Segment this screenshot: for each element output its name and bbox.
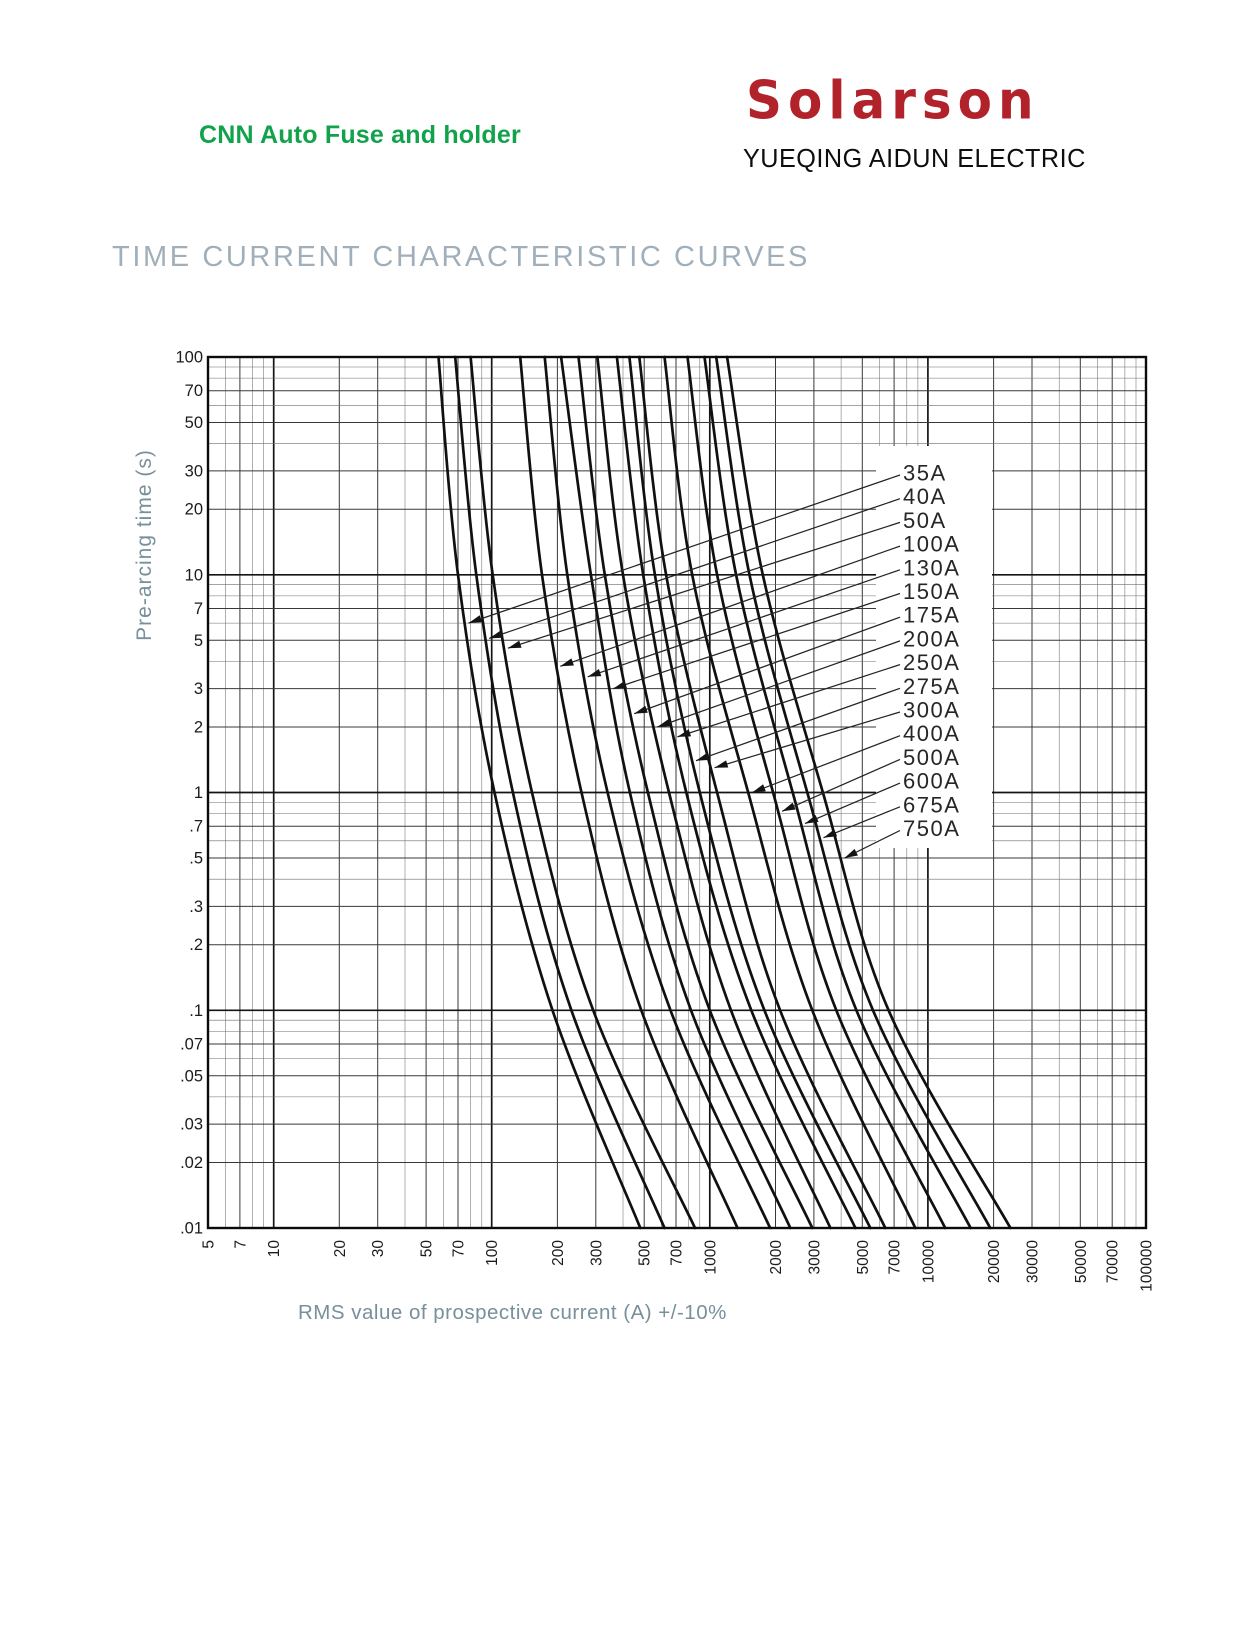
y-tick-label: 2 bbox=[193, 718, 203, 737]
x-tick-label: 5000 bbox=[854, 1240, 872, 1275]
x-tick-label: 1000 bbox=[702, 1240, 720, 1275]
x-tick-label: 3000 bbox=[806, 1240, 824, 1275]
x-tick-label: 300 bbox=[588, 1240, 606, 1266]
x-tick-label: 100000 bbox=[1138, 1240, 1156, 1292]
x-tick-label: 20000 bbox=[986, 1240, 1004, 1284]
x-tick-label: 100 bbox=[484, 1240, 502, 1266]
y-tick-label: .2 bbox=[189, 936, 203, 955]
legend-label-675a: 675A bbox=[903, 792, 961, 818]
y-tick-labels bbox=[175, 349, 203, 1238]
x-tick-label: 700 bbox=[668, 1240, 686, 1266]
y-tick-label: 100 bbox=[175, 348, 203, 367]
legend-label-275a: 275A bbox=[903, 673, 961, 699]
brand-logo-text: Solarson bbox=[746, 70, 1040, 131]
legend-label-500a: 500A bbox=[903, 744, 961, 770]
legend-label-250a: 250A bbox=[903, 650, 961, 676]
product-title: CNN Auto Fuse and holder bbox=[199, 121, 521, 149]
legend-leader-300a bbox=[715, 712, 900, 768]
legend-label-300a: 300A bbox=[903, 697, 961, 723]
legend-label-600a: 600A bbox=[903, 768, 961, 794]
x-tick-label: 7 bbox=[232, 1240, 250, 1249]
x-tick-label: 5 bbox=[200, 1240, 218, 1249]
legend-label-750a: 750A bbox=[903, 816, 961, 841]
x-tick-label: 30 bbox=[370, 1240, 388, 1258]
y-tick-label: 3 bbox=[193, 680, 203, 699]
x-tick-label: 70 bbox=[450, 1240, 468, 1258]
legend-leader-200a bbox=[657, 641, 900, 727]
y-axis-title: Pre-arcing time (s) bbox=[133, 449, 156, 641]
legend-label-175a: 175A bbox=[903, 602, 961, 628]
y-tick-label: .02 bbox=[180, 1154, 203, 1172]
x-tick-label: 200 bbox=[549, 1240, 567, 1266]
y-tick-label: 70 bbox=[184, 382, 203, 401]
brand-company-name: YUEQING AIDUN ELECTRIC bbox=[743, 143, 1086, 173]
legend-label-35a: 35A bbox=[903, 460, 947, 486]
x-tick-label: 7000 bbox=[886, 1240, 904, 1275]
x-tick-label: 2000 bbox=[768, 1240, 785, 1275]
y-tick-label: .01 bbox=[180, 1219, 203, 1238]
y-tick-label: 20 bbox=[184, 500, 203, 519]
y-tick-label: 7 bbox=[193, 600, 203, 618]
x-tick-label: 20 bbox=[331, 1240, 349, 1258]
y-tick-label: .03 bbox=[180, 1115, 203, 1134]
legend-label-130a: 130A bbox=[903, 555, 961, 581]
legend-label-200a: 200A bbox=[903, 626, 961, 652]
x-axis-title: RMS value of prospective current (A) +/-10% bbox=[298, 1301, 727, 1324]
y-tick-label: .05 bbox=[180, 1067, 203, 1086]
chart-title: TIME CURRENT CHARACTERISTIC CURVES bbox=[112, 241, 810, 273]
legend-label-40a: 40A bbox=[903, 484, 947, 510]
legend-label-50a: 50A bbox=[903, 507, 947, 533]
legend-leader-275a bbox=[696, 688, 900, 760]
x-tick-label: 10000 bbox=[920, 1240, 938, 1284]
legend-label-100a: 100A bbox=[903, 531, 961, 557]
y-tick-label: .3 bbox=[189, 897, 203, 916]
y-tick-label: .5 bbox=[189, 849, 203, 868]
y-tick-label: 1 bbox=[193, 784, 203, 802]
x-tick-label: 50000 bbox=[1072, 1240, 1090, 1284]
y-tick-label: 30 bbox=[184, 462, 203, 481]
y-tick-label: .1 bbox=[189, 1001, 203, 1020]
y-tick-label: .7 bbox=[189, 817, 203, 836]
x-tick-label: 50 bbox=[418, 1240, 436, 1258]
x-tick-label: 10 bbox=[266, 1240, 284, 1258]
legend-label-150a: 150A bbox=[903, 579, 961, 604]
y-tick-label: 50 bbox=[184, 414, 203, 432]
y-tick-label: 10 bbox=[184, 566, 203, 585]
y-tick-label: 5 bbox=[193, 631, 203, 650]
x-tick-labels bbox=[201, 1240, 1156, 1292]
y-tick-label: .07 bbox=[180, 1035, 203, 1054]
legend-label-400a: 400A bbox=[903, 721, 961, 747]
x-tick-label: 500 bbox=[636, 1240, 654, 1266]
x-tick-label: 70000 bbox=[1104, 1240, 1122, 1284]
x-tick-label: 30000 bbox=[1024, 1240, 1042, 1284]
